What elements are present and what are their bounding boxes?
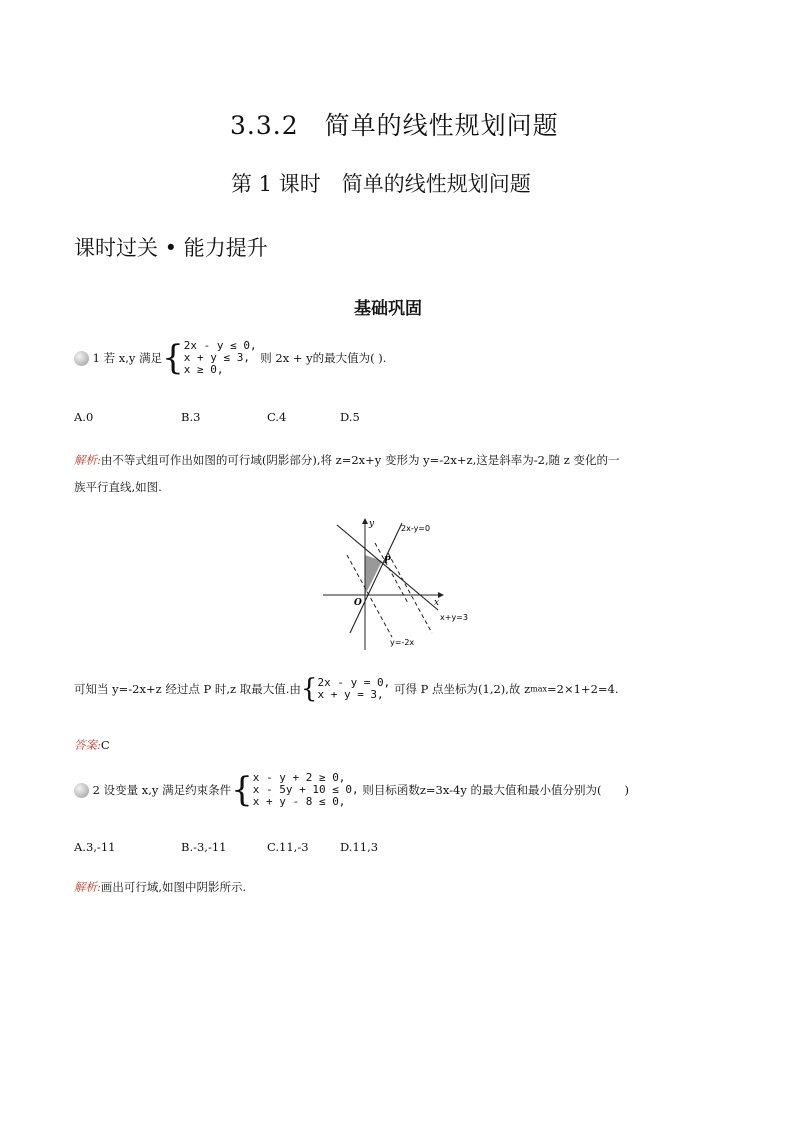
answer-value: C [100,738,110,752]
q1-system-line: 2x - y ≤ 0, [183,339,257,352]
conclusion-system-line: 2x - y = 0, [317,676,391,689]
q1-system-line: x ≥ 0, [183,363,224,376]
option-c[interactable]: C.4 [267,410,287,424]
x-label: x [434,598,440,608]
section-heading: 课时过关 • 能力提升 [74,236,268,260]
z-subscript: max [530,684,548,694]
analysis-text: 由不等式组可作出如图的可行域(阴影部分),将 z=2x+y 变形为 y=-2x+z,这是斜率为-2,随 z 变化的一 [100,453,620,467]
q2-system-line: x - y + 2 ≥ 0, [252,771,346,784]
brace-icon: { [300,674,318,704]
question-marker-icon [74,783,89,798]
origin-label: O [354,598,362,608]
dashed-parallel-line [388,553,432,633]
q1-suffix: 则 2x + y的最大值为( ). [260,351,387,365]
option-b[interactable]: B.-3,-11 [181,840,227,854]
q1-conclusion [74,676,619,702]
y-label: y [369,519,375,529]
q2-analysis [74,879,246,895]
conclusion-end: =2×1+2=4. [547,682,619,696]
q2-system-line: x + y - 8 ≤ 0, [252,795,346,808]
q1-answer [74,737,110,753]
q1-options [74,410,360,424]
q2-system [253,772,359,808]
q1-system-line: x + y ≤ 3, [183,351,250,364]
analysis-label: 解析: [74,453,101,467]
q1-prefix: 1 若 x,y 满足 [92,351,163,365]
analysis-label: 解析: [74,880,101,894]
option-a[interactable]: A.0 [74,410,94,424]
dashed-parallel-line [375,543,408,603]
option-c[interactable]: C.11,-3 [267,840,309,854]
feasible-region-graph [320,515,480,655]
line-y-2x-label: y=-2x [390,638,415,647]
conclusion-system-line: x + y = 3, [317,688,384,701]
conclusion-suffix: 可得 P 点坐标为(1,2),故 z [393,682,531,696]
answer-label: 答案: [74,738,101,752]
line-2x-y-label: 2x-y=0 [401,524,431,533]
q2-suffix: 则目标函数z=3x-4y 的最大值和最小值分别为( ) [362,783,629,797]
question-marker-icon [74,351,89,366]
q2-options [74,840,378,854]
q2-prefix: 2 设变量 x,y 满足约束条件 [92,783,232,797]
q1-system [184,340,257,376]
y-axis-arrow-icon [362,518,368,524]
conclusion-system [317,677,390,701]
line-x+y-3 [337,525,438,610]
question-1 [74,340,386,376]
analysis-text: 画出可行域,如图中阴影所示. [100,880,247,894]
brace-icon: { [231,770,253,810]
option-d[interactable]: D.5 [340,410,360,424]
line-x+y-label: x+y=3 [440,613,468,622]
option-d[interactable]: D.11,3 [340,840,379,854]
line-2x-y-0 [350,523,402,633]
lesson-subtitle: 第 1 课时 简单的线性规划问题 [231,172,531,196]
question-2 [74,772,629,808]
page-title: 3.3.2 简单的线性规划问题 [230,111,559,140]
point-p-label: P [384,556,391,566]
option-b[interactable]: B.3 [181,410,201,424]
center-heading: 基础巩固 [354,299,422,319]
q1-analysis [74,452,620,468]
option-a[interactable]: A.3,-11 [74,840,116,854]
q1-analysis-cont: 族平行直线,如图. [74,480,162,494]
conclusion-prefix: 可知当 y=-2x+z 经过点 P 时,z 取最大值.由 [74,682,301,696]
brace-icon: { [162,338,184,378]
q2-system-line: x - 5y + 10 ≤ 0, [252,783,359,796]
